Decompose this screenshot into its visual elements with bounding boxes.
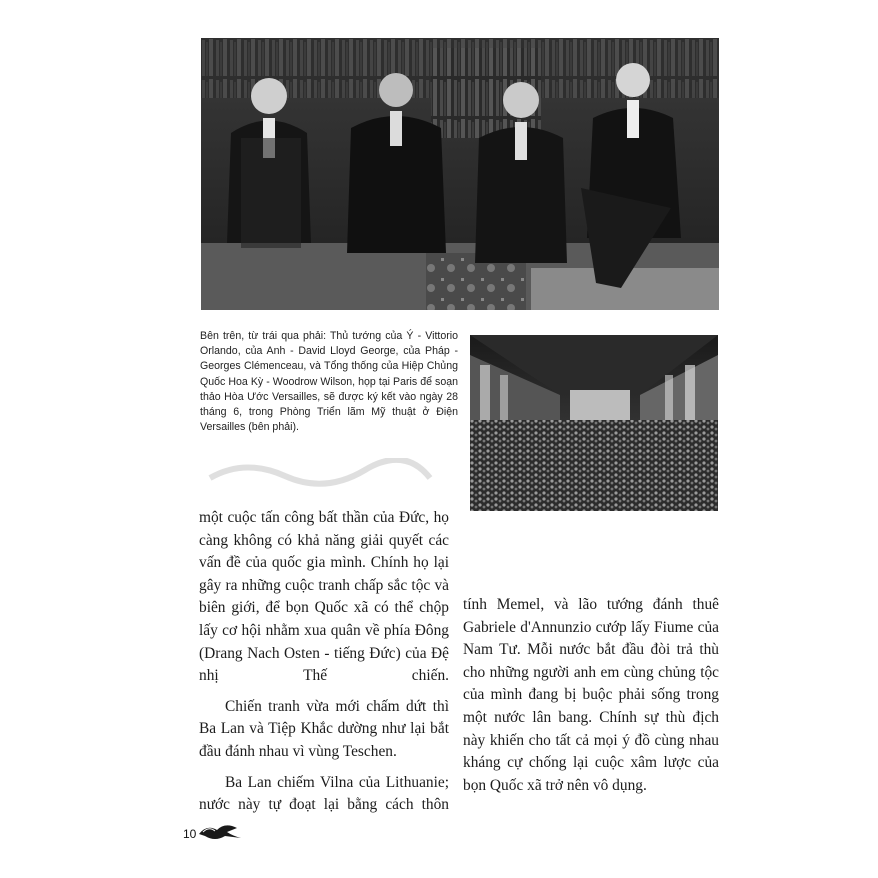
photo-four-leaders: [201, 38, 719, 310]
body-text-left-column: [199, 507, 449, 817]
photo-four-leaders-image: [201, 38, 719, 310]
paragraph: một cuộc tấn công bất thần của Đức, họ càng không có khả năng giải quyết các vấn đề của quốc gia mình. Chính họ lại gây ra những cuộc tranh chấp sắc tộc và biên giới, để bọn Quốc xã có thể chộp lấy cơ hội nhằm xua quân về phía Đông (Drang Nach Osten - tiếng Đức) của Đệ nhị Thế chiến.: [199, 509, 449, 685]
paragraph: Chiến tranh vừa mới chấm dứt thì Ba Lan và Tiệp Khắc dường như lại bắt đầu đánh nhau vì vùng Teschen.: [199, 697, 449, 760]
photo-versailles-hall: [470, 335, 718, 511]
print-showthrough-mark: [205, 458, 435, 488]
paragraph: tính Memel, và lão tướng đánh thuê Gabriele d'Annunzio cướp lấy Fiume của Nam Tư. Mỗi nước bắt đầu đòi trả thù cho những người anh em cùng chủng tộc của mình đang bị buộc phải sống trong một nước lân bang. Chính sự thù địch này khiến cho tất cả mọi ý đồ cùng nhau kháng cự chống lại cuộc xâm lược của bọn Quốc xã trở nên vô dụng.: [463, 596, 719, 794]
body-text-right-column: [463, 594, 719, 797]
photo-versailles-hall-image: [470, 335, 718, 511]
paragraph: Ba Lan chiếm Vilna của Lithuanie; nước này tự đoạt lại bằng cách thôn: [199, 773, 449, 814]
photo-caption: Bên trên, từ trái qua phải: Thủ tướng của Ý - Vittorio Orlando, của Anh - David Lloyd George, của Pháp - Georges Clémenceau, và Tổng thống của Hiệp Chủng Quốc Hoa Kỳ - Woodrow Wilson, họp tại Paris để soạn thảo Hòa Ước Versailles, sẽ được ký kết vào ngày 28 tháng 6, trong Phòng Triển lãm Mỹ thuật ở Điện Versailles (bên phải).: [200, 330, 458, 434]
bird-ornament-icon: [197, 820, 243, 842]
page-number: 10: [183, 827, 197, 841]
